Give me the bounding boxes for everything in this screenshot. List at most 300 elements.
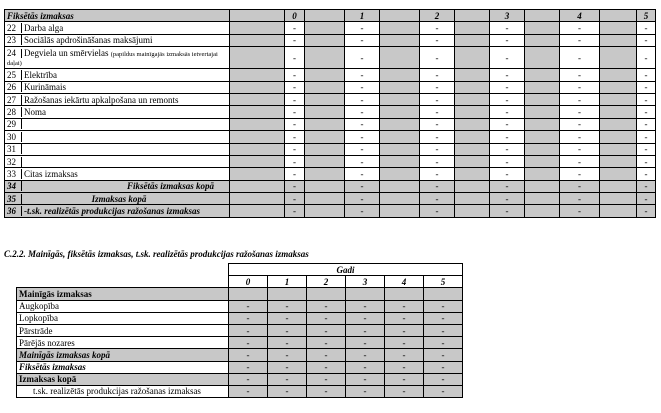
spacer-cell	[455, 69, 490, 81]
row-text: Fiksētās izmaksas kopā	[126, 181, 214, 192]
variable-fixed-costs-table	[16, 263, 463, 398]
value-cell: -	[560, 168, 600, 180]
row-label	[5, 47, 230, 69]
spacer-cell	[455, 168, 490, 180]
value-cell: -	[346, 373, 385, 385]
spacer-cell	[455, 106, 490, 118]
spacer-cell	[380, 205, 420, 217]
spacer-cell	[380, 143, 420, 155]
spacer-cell	[525, 81, 560, 93]
year-4: 4	[385, 276, 424, 288]
value-cell: -	[268, 324, 307, 336]
spacer-cell	[600, 22, 637, 34]
spacer-cell	[305, 193, 345, 205]
value-cell	[268, 288, 307, 300]
spacer-cell	[380, 168, 420, 180]
table-row	[17, 349, 463, 361]
spacer-cell	[305, 47, 345, 69]
table-row	[17, 337, 463, 349]
value-cell: -	[490, 34, 525, 46]
spacer-cell	[455, 143, 490, 155]
value-cell: -	[229, 300, 268, 312]
header-year-0: 0	[285, 10, 305, 22]
row-label	[5, 143, 230, 155]
value-cell: -	[307, 373, 346, 385]
spacer-cell	[380, 180, 420, 192]
table-row	[5, 22, 656, 34]
spacer-cell	[380, 22, 420, 34]
spacer-cell	[230, 205, 285, 217]
table-row	[5, 47, 656, 69]
row-number: 36	[5, 206, 22, 216]
row-number: 23	[5, 35, 22, 45]
row-label	[5, 118, 230, 130]
spacer-cell	[230, 155, 285, 167]
group-header-gadi: Gadi	[229, 264, 463, 276]
spacer-cell	[455, 193, 490, 205]
value-cell: -	[285, 69, 305, 81]
spacer-cell	[600, 193, 637, 205]
spacer-cell	[305, 106, 345, 118]
value-cell: -	[420, 155, 455, 167]
spacer-cell	[600, 205, 637, 217]
spacer-cell	[305, 143, 345, 155]
spacer-cell	[525, 22, 560, 34]
table-row	[5, 106, 656, 118]
value-cell: -	[345, 81, 380, 93]
header-blank	[305, 10, 345, 22]
value-cell: -	[424, 300, 463, 312]
spacer-cell	[230, 168, 285, 180]
row-label: Lopkopība	[17, 312, 229, 324]
value-cell: -	[229, 349, 268, 361]
row-label	[5, 69, 230, 81]
row-text: Elektrība	[24, 69, 57, 80]
table-row	[17, 373, 463, 385]
value-cell: -	[345, 143, 380, 155]
spacer-cell	[380, 155, 420, 167]
table-row	[5, 155, 656, 167]
value-cell: -	[424, 349, 463, 361]
value-cell: -	[637, 155, 656, 167]
value-cell: -	[490, 180, 525, 192]
row-label	[5, 205, 230, 217]
fixed-costs-table	[4, 9, 656, 218]
table-row	[5, 93, 656, 105]
value-cell: -	[560, 106, 600, 118]
empty-corner	[17, 264, 229, 276]
value-cell: -	[420, 22, 455, 34]
row-number: 34	[5, 181, 22, 191]
value-cell: -	[490, 93, 525, 105]
value-cell: -	[420, 143, 455, 155]
row-label	[5, 155, 230, 167]
section-title: C.2.2. Mainīgās, fiksētās izmaksas, t.sk. realizētās produkcijas ražošanas izmaksas	[4, 249, 309, 259]
spacer-cell	[455, 131, 490, 143]
value-cell: -	[560, 47, 600, 69]
spacer-cell	[380, 93, 420, 105]
value-cell: -	[307, 324, 346, 336]
spacer-cell	[230, 47, 285, 69]
spacer-cell	[380, 118, 420, 130]
spacer-cell	[525, 193, 560, 205]
row-number: 27	[5, 95, 22, 105]
value-cell: -	[420, 118, 455, 130]
value-cell: -	[385, 312, 424, 324]
value-cell: -	[345, 22, 380, 34]
value-cell: -	[346, 361, 385, 373]
row-label	[5, 34, 230, 46]
row-text: Ražošanas iekārtu apkalpošana un remonts	[24, 94, 179, 105]
spacer-cell	[230, 34, 285, 46]
spacer-cell	[525, 118, 560, 130]
value-cell: -	[637, 168, 656, 180]
value-cell: -	[490, 205, 525, 217]
table-row	[5, 69, 656, 81]
value-cell	[307, 288, 346, 300]
year-0: 0	[229, 276, 268, 288]
header-blank	[525, 10, 560, 22]
value-cell: -	[307, 337, 346, 349]
spacer-cell	[600, 168, 637, 180]
total-row	[5, 193, 656, 205]
spacer-cell	[525, 180, 560, 192]
value-cell: -	[637, 69, 656, 81]
spacer-cell	[600, 47, 637, 69]
value-cell: -	[268, 373, 307, 385]
row-text: Degviela un smērvielas	[24, 47, 109, 58]
value-cell: -	[229, 337, 268, 349]
value-cell	[346, 288, 385, 300]
value-cell: -	[490, 69, 525, 81]
value-cell: -	[385, 385, 424, 397]
header-label: Fiksētās izmaksas	[5, 10, 230, 22]
row-label	[5, 131, 230, 143]
table-row	[17, 385, 463, 397]
row-number: 33	[5, 169, 22, 179]
spacer-cell	[230, 69, 285, 81]
value-cell: -	[420, 34, 455, 46]
value-cell: -	[560, 118, 600, 130]
value-cell: -	[637, 143, 656, 155]
total-row	[5, 180, 656, 192]
value-cell: -	[268, 361, 307, 373]
value-cell: -	[560, 131, 600, 143]
value-cell: -	[345, 47, 380, 69]
spacer-cell	[305, 81, 345, 93]
value-cell: -	[345, 168, 380, 180]
value-cell: -	[490, 143, 525, 155]
value-cell: -	[560, 22, 600, 34]
value-cell: -	[424, 324, 463, 336]
table-row	[17, 361, 463, 373]
spacer-cell	[230, 93, 285, 105]
spacer-cell	[305, 155, 345, 167]
spacer-cell	[455, 180, 490, 192]
value-cell: -	[420, 69, 455, 81]
spacer-cell	[305, 118, 345, 130]
row-label	[5, 93, 230, 105]
row-label: Augkopība	[17, 300, 229, 312]
value-cell: -	[420, 131, 455, 143]
value-cell: -	[490, 81, 525, 93]
year-5: 5	[424, 276, 463, 288]
value-cell: -	[637, 81, 656, 93]
value-cell: -	[307, 312, 346, 324]
spacer-cell	[525, 168, 560, 180]
value-cell: -	[560, 81, 600, 93]
row-number: 24	[5, 49, 22, 58]
row-number: 29	[5, 119, 22, 129]
value-cell: -	[420, 193, 455, 205]
value-cell: -	[285, 93, 305, 105]
value-cell: -	[307, 385, 346, 397]
spacer-cell	[380, 131, 420, 143]
spacer-cell	[525, 106, 560, 118]
value-cell: -	[637, 34, 656, 46]
spacer-cell	[525, 143, 560, 155]
row-text: Citas izmaksas	[24, 168, 78, 179]
spacer-cell	[600, 106, 637, 118]
spacer-cell	[230, 118, 285, 130]
header-year-1: 1	[345, 10, 380, 22]
value-cell: -	[285, 205, 305, 217]
table-row	[5, 131, 656, 143]
row-number: 35	[5, 194, 22, 204]
value-cell: -	[345, 180, 380, 192]
value-cell: -	[560, 180, 600, 192]
row-number: 22	[5, 23, 22, 33]
row-label	[5, 22, 230, 34]
value-cell: -	[307, 349, 346, 361]
table-row	[17, 300, 463, 312]
spacer-cell	[230, 143, 285, 155]
value-cell: -	[268, 312, 307, 324]
value-cell: -	[229, 312, 268, 324]
spacer-cell	[455, 205, 490, 217]
value-cell: -	[229, 324, 268, 336]
spacer-cell	[380, 69, 420, 81]
spacer-cell	[525, 131, 560, 143]
value-cell: -	[285, 180, 305, 192]
value-cell: -	[637, 180, 656, 192]
row-label: Izmaksas kopā	[17, 373, 229, 385]
header-blank	[380, 10, 420, 22]
row-label: Pārējās nozares	[17, 337, 229, 349]
value-cell: -	[637, 131, 656, 143]
value-cell: -	[285, 155, 305, 167]
value-cell: -	[285, 81, 305, 93]
value-cell: -	[560, 155, 600, 167]
table-row	[5, 168, 656, 180]
value-cell: -	[385, 373, 424, 385]
row-number: 28	[5, 107, 22, 117]
value-cell: -	[385, 337, 424, 349]
spacer-cell	[305, 168, 345, 180]
header-blank	[230, 10, 285, 22]
spacer-cell	[380, 81, 420, 93]
row-label: Fiksētās izmaksas	[17, 361, 229, 373]
row-label: Mainīgās izmaksas	[17, 288, 229, 300]
spacer-cell	[525, 155, 560, 167]
value-cell: -	[424, 373, 463, 385]
row-number: 30	[5, 132, 22, 142]
value-cell: -	[229, 361, 268, 373]
value-cell: -	[346, 300, 385, 312]
header-year-4: 4	[560, 10, 600, 22]
value-cell: -	[490, 168, 525, 180]
table-row	[5, 118, 656, 130]
spacer-cell	[600, 118, 637, 130]
value-cell	[229, 288, 268, 300]
value-cell: -	[285, 131, 305, 143]
value-cell: -	[307, 361, 346, 373]
row-text: Darba alga	[24, 23, 64, 34]
row-number: 26	[5, 82, 22, 92]
value-cell: -	[285, 168, 305, 180]
value-cell: -	[490, 155, 525, 167]
row-note: (papildus mainīgajās izmaksās ietvertajai daļai)	[7, 50, 218, 67]
spacer-cell	[600, 143, 637, 155]
value-cell: -	[345, 69, 380, 81]
value-cell: -	[345, 106, 380, 118]
spacer-cell	[525, 69, 560, 81]
spacer-cell	[525, 93, 560, 105]
value-cell: -	[285, 34, 305, 46]
years-group-header	[17, 264, 463, 276]
value-cell: -	[345, 155, 380, 167]
spacer-cell	[230, 131, 285, 143]
row-text: Izmaksas kopā	[91, 193, 147, 204]
value-cell: -	[490, 118, 525, 130]
row-label	[5, 106, 230, 118]
spacer-cell	[455, 93, 490, 105]
spacer-cell	[600, 155, 637, 167]
header-blank	[600, 10, 637, 22]
row-text: -t.sk. realizētās produkcijas ražošanas izmaksas	[24, 206, 201, 217]
value-cell: -	[307, 300, 346, 312]
row-number: 25	[5, 70, 22, 80]
value-cell: -	[560, 143, 600, 155]
value-cell: -	[385, 300, 424, 312]
value-cell: -	[637, 193, 656, 205]
spacer-cell	[600, 180, 637, 192]
value-cell: -	[420, 81, 455, 93]
value-cell: -	[285, 143, 305, 155]
row-label	[5, 168, 230, 180]
spacer-cell	[600, 131, 637, 143]
row-label: t.sk. realizētās produkcijas ražošanas izmaksas	[17, 385, 229, 397]
spacer-cell	[230, 81, 285, 93]
spacer-cell	[380, 47, 420, 69]
spacer-cell	[600, 69, 637, 81]
value-cell: -	[560, 205, 600, 217]
table-row	[17, 288, 463, 300]
spacer-cell	[455, 118, 490, 130]
year-2: 2	[307, 276, 346, 288]
value-cell: -	[285, 47, 305, 69]
value-cell: -	[345, 118, 380, 130]
value-cell: -	[560, 34, 600, 46]
total-row	[5, 205, 656, 217]
spacer-cell	[455, 81, 490, 93]
value-cell: -	[424, 312, 463, 324]
row-number: 31	[5, 144, 22, 154]
value-cell: -	[490, 22, 525, 34]
value-cell: -	[268, 385, 307, 397]
spacer-cell	[600, 81, 637, 93]
value-cell: -	[268, 300, 307, 312]
value-cell: -	[490, 131, 525, 143]
value-cell: -	[345, 205, 380, 217]
row-label: Pārstrāde	[17, 324, 229, 336]
value-cell: -	[637, 205, 656, 217]
table-row	[17, 312, 463, 324]
value-cell: -	[490, 106, 525, 118]
row-number: 32	[5, 157, 22, 167]
value-cell: -	[385, 349, 424, 361]
header-year-2: 2	[420, 10, 455, 22]
value-cell: -	[424, 385, 463, 397]
value-cell: -	[424, 361, 463, 373]
year-3: 3	[346, 276, 385, 288]
spacer-cell	[230, 106, 285, 118]
value-cell: -	[345, 93, 380, 105]
value-cell: -	[490, 47, 525, 69]
spacer-cell	[455, 22, 490, 34]
value-cell: -	[420, 205, 455, 217]
fixed-costs-header-row	[5, 10, 656, 22]
spacer-cell	[455, 34, 490, 46]
value-cell: -	[346, 349, 385, 361]
header-year-3: 3	[490, 10, 525, 22]
table-row	[17, 324, 463, 336]
value-cell: -	[346, 312, 385, 324]
value-cell: -	[385, 361, 424, 373]
row-label	[5, 193, 230, 205]
value-cell	[385, 288, 424, 300]
value-cell: -	[560, 193, 600, 205]
value-cell: -	[345, 34, 380, 46]
value-cell: -	[560, 93, 600, 105]
value-cell: -	[424, 337, 463, 349]
spacer-cell	[305, 205, 345, 217]
spacer-cell	[305, 93, 345, 105]
spacer-cell	[230, 193, 285, 205]
row-label	[5, 81, 230, 93]
value-cell: -	[637, 22, 656, 34]
row-text: Kurināmais	[24, 82, 66, 93]
spacer-cell	[600, 34, 637, 46]
value-cell: -	[420, 93, 455, 105]
spacer-cell	[305, 180, 345, 192]
spacer-cell	[230, 180, 285, 192]
header-blank	[455, 10, 490, 22]
spacer-cell	[380, 106, 420, 118]
row-label: Mainīgās izmaksas kopā	[17, 349, 229, 361]
row-text: Noma	[24, 107, 46, 118]
value-cell: -	[420, 106, 455, 118]
spacer-cell	[525, 47, 560, 69]
value-cell: -	[268, 349, 307, 361]
value-cell: -	[420, 168, 455, 180]
value-cell: -	[346, 385, 385, 397]
spacer-cell	[525, 205, 560, 217]
value-cell: -	[385, 324, 424, 336]
spacer-cell	[525, 34, 560, 46]
value-cell: -	[560, 69, 600, 81]
empty-corner	[17, 276, 229, 288]
